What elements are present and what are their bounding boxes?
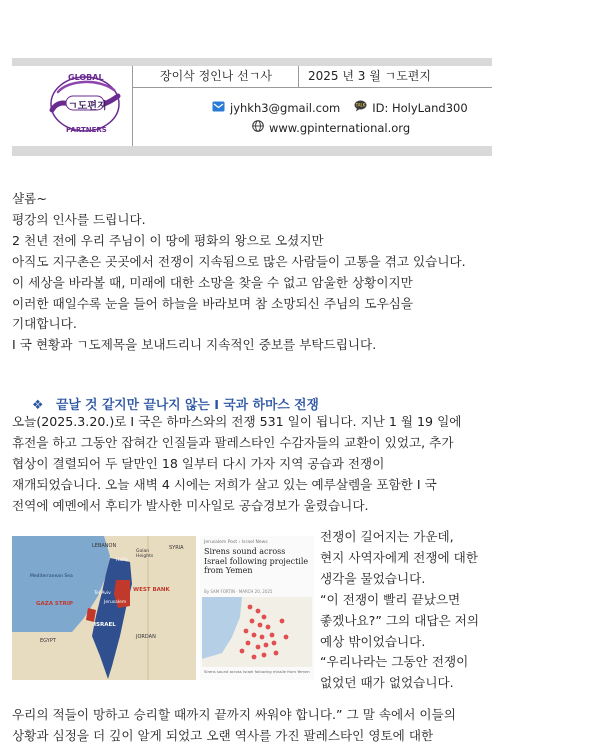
map-label-jordan: JORDAN bbox=[136, 634, 156, 640]
intro-greeting bbox=[12, 189, 490, 356]
map-label-jerusalem: Jerusalem bbox=[104, 600, 127, 605]
article-headline: Sirens sound across Israel following projectile from Yemen bbox=[204, 547, 309, 575]
side-line: 없었던 때가 없었습니다. bbox=[320, 675, 454, 691]
kakaotalk-icon bbox=[354, 100, 367, 115]
article-caption: Sirens sound across Israel following missile from Yemen bbox=[204, 669, 310, 674]
author-name: 장이삭 정인나 선ㄱ사 bbox=[160, 69, 272, 83]
paragraph-line: 우리의 적들이 망하고 승리할 때까지 끝까지 싸워야 합니다.” 그 말 속에서 이들의 bbox=[12, 707, 456, 722]
paragraph-line: 오늘(2025.3.20.)로 I 국은 하마스와의 전쟁 531 일이 됩니다. 지난 1 월 19 일에 bbox=[12, 414, 462, 429]
side-line: “이 전쟁이 빨리 끝났으면 bbox=[320, 591, 461, 607]
diamond-bullet-icon: ❖ bbox=[32, 398, 44, 413]
side-line: “우리나라는 그동안 전쟁이 bbox=[320, 654, 469, 670]
header-divider bbox=[132, 66, 133, 146]
paragraph-line: 협상이 결렬되어 두 달만인 18 일부터 다시 가자 지역 공습과 전쟁이 bbox=[12, 455, 385, 471]
header-top-bar bbox=[12, 58, 492, 66]
header-bottom-bar bbox=[12, 146, 492, 156]
map-label-egypt: EGYPT bbox=[40, 638, 56, 644]
news-article-screenshot bbox=[200, 536, 314, 680]
logo-center-text: ㄱ도편지 bbox=[68, 101, 107, 112]
map-label-lebanon: LEBANON bbox=[92, 543, 117, 549]
map-label-haifa: Haifa bbox=[116, 558, 128, 563]
intro-line: 평강의 인사를 드립니다. bbox=[12, 211, 146, 227]
map-label-tel-aviv: Tel Aviv bbox=[94, 591, 111, 596]
global-partners-logo bbox=[44, 70, 126, 138]
header-divider bbox=[298, 66, 299, 87]
side-paragraph bbox=[320, 527, 495, 694]
svg-text:TALK: TALK bbox=[355, 102, 366, 108]
globe-icon bbox=[252, 120, 264, 135]
map-label-mediterranean: Mediterranean Sea bbox=[30, 574, 73, 579]
header-divider bbox=[132, 87, 492, 88]
logo-bottom-text: PARTNERS bbox=[66, 126, 107, 134]
side-line: 생각을 물었습니다. bbox=[320, 570, 426, 586]
website-contact bbox=[252, 120, 410, 135]
map-label-west-bank: WEST BANK bbox=[133, 587, 170, 593]
email-address[interactable]: jyhkh3@gmail.com bbox=[230, 100, 341, 115]
intro-line: 이 세상을 바라볼 때, 미래에 대한 소망을 찾을 수 없고 암울한 상황이지만 bbox=[12, 274, 413, 290]
intro-line: I 국 현황과 ㄱ도제목을 보내드리니 지속적인 중보를 부탁드립니다. bbox=[12, 337, 377, 353]
map-label-syria: SYRIA bbox=[169, 545, 184, 551]
article-source: Jerusalem Post › Israel News bbox=[204, 540, 268, 545]
side-line: 전쟁이 길어지는 가운데, bbox=[320, 529, 454, 544]
map-label-golan: Golan Heights bbox=[136, 549, 154, 559]
israel-map-image bbox=[12, 536, 196, 680]
map-label-gaza: GAZA STRIP bbox=[36, 601, 73, 607]
section-paragraph bbox=[12, 412, 490, 517]
side-line: 좋겠나요?” 그의 대답은 저의 bbox=[320, 612, 480, 628]
email-icon bbox=[212, 101, 225, 115]
article-byline: By SAM FORTIN · MARCH 20, 2025 bbox=[204, 589, 273, 594]
paragraph-line: 재개되었습니다. 오늘 새벽 4 시에는 저희가 살고 있는 예루살렘을 포함한 I 국 bbox=[12, 476, 437, 492]
intro-line: 2 천년 전에 우리 주님이 이 땅에 평화의 왕으로 오셨지만 bbox=[12, 232, 324, 248]
section-heading bbox=[32, 394, 319, 413]
paragraph-line: 전역에 예멘에서 후티가 발사한 미사일로 공습경보가 울렸습니다. bbox=[12, 497, 369, 513]
section-title: 끝날 것 같지만 끝나지 않는 I 국과 하마스 전쟁 bbox=[55, 398, 319, 413]
kakao-id: ID: HolyLand300 bbox=[372, 100, 468, 115]
email-contact bbox=[212, 100, 468, 115]
logo-top-text: GLOBAL bbox=[68, 73, 104, 82]
side-line: 예상 밖이었습니다. bbox=[320, 633, 426, 649]
website-url[interactable]: www.gpinternational.org bbox=[269, 120, 411, 135]
intro-line: 아직도 지구촌은 곳곳에서 전쟁이 지속됨으로 많은 사람들이 고통을 겪고 있습니다. bbox=[12, 253, 466, 269]
paragraph-line: 상황과 심정을 더 깊이 알게 되었고 오랜 역사를 가진 팔레스타인 영토에 대한 bbox=[12, 727, 434, 743]
article-map bbox=[202, 597, 312, 671]
intro-line: 기대합니다. bbox=[12, 316, 77, 332]
paragraph-line: 휴전을 하고 그동안 잡혀간 인질들과 팔레스타인 수감자들의 교환이 있었고, 추가 bbox=[12, 434, 454, 450]
intro-line: 이러한 때일수록 눈을 들어 하늘을 바라보며 참 소망되신 주님의 도우심을 bbox=[12, 295, 413, 311]
side-line: 현지 사역자에게 전쟁에 대한 bbox=[320, 549, 478, 565]
map-label-israel: ISRAEL bbox=[94, 622, 116, 628]
letter-date: 2025 년 3 월 ㄱ도편지 bbox=[308, 69, 431, 83]
intro-line: 샬롬~ bbox=[12, 191, 47, 206]
